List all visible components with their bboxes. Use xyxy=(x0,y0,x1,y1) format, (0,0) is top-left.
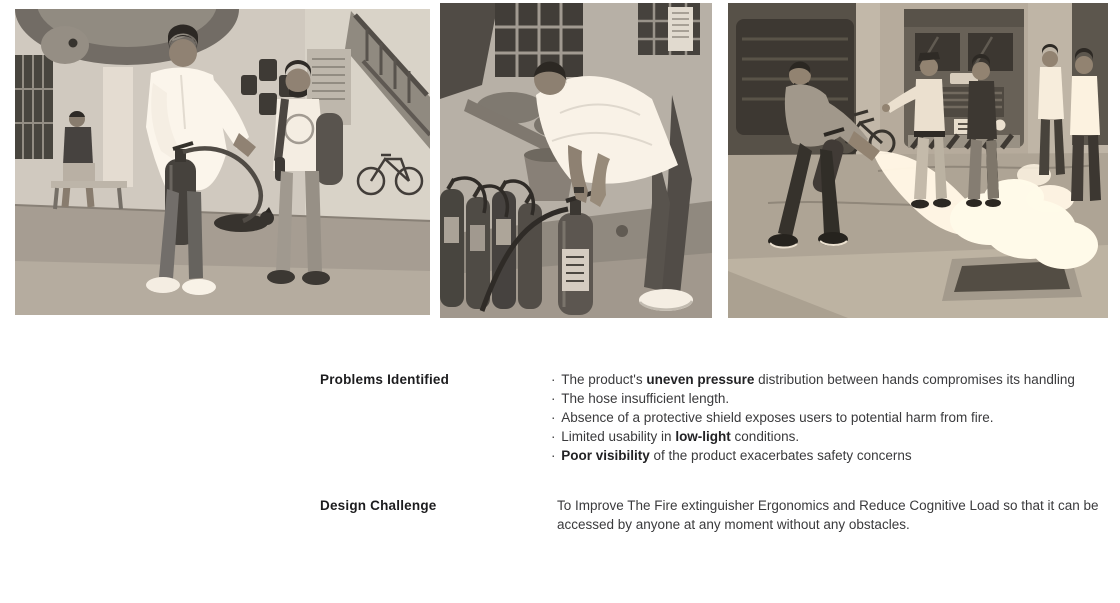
bullet-dot: · xyxy=(551,429,560,444)
photo-1-illustration xyxy=(15,9,430,315)
challenge-text: To Improve The Fire extinguisher Ergonomics and Reduce Cognitive Load so that it can be accessed by anyone at any moment without any obstacles. xyxy=(557,498,1099,532)
photo-extinguishing-drill-outdoor xyxy=(728,3,1108,318)
bullet-item: · The product's uneven pressure distribution between hands compromises its handling xyxy=(551,372,1075,387)
photo-extinguisher-nozzle-inspection xyxy=(440,3,712,318)
bullet-item: · Absence of a protective shield exposes users to potential harm from fire. xyxy=(551,410,994,425)
bullet-dot: · xyxy=(551,448,560,463)
bullet-item: · The hose insufficient length. xyxy=(551,391,730,406)
problems-label: Problems Identified xyxy=(320,372,450,387)
challenge-label: Design Challenge xyxy=(320,498,437,513)
bullet-dot: · xyxy=(551,410,560,425)
bell xyxy=(41,26,89,64)
photo-extinguisher-demo-indoor xyxy=(15,9,430,315)
photo-2-illustration xyxy=(440,3,712,318)
bullet-dot: · xyxy=(551,372,560,387)
problems-list xyxy=(551,370,1103,465)
photo-3-illustration xyxy=(728,3,1108,318)
bullet-item: · Limited usability in low-light conditions. xyxy=(551,429,800,444)
bullet-item: · Poor visibility of the product exacerbates safety concerns xyxy=(551,448,912,463)
bullet-dot: · xyxy=(551,391,560,406)
